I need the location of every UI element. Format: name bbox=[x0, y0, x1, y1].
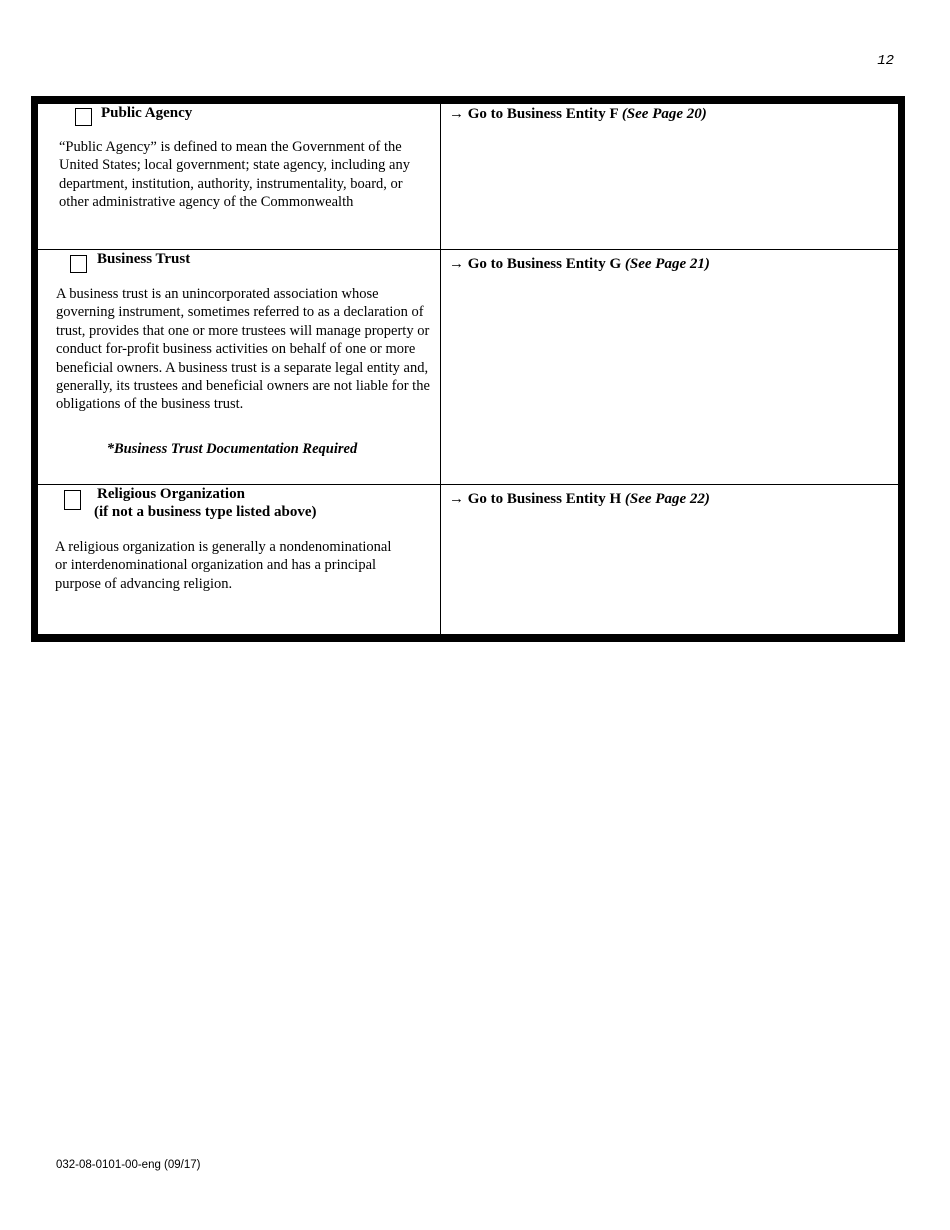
table-row-religious-organization bbox=[38, 484, 898, 635]
business-trust-description: A business trust is an unincorporated association whose governing instrument, sometimes referred to as a declaration of trust, provides that one or more trustees will manage property or conduct for-profit business activities on behalf of one or more beneficial owners. A business trust is a separate legal entity and, generally, its trustees and beneficial owners are not liable for the obligations of the business trust. bbox=[56, 286, 430, 413]
religious-organization-title: Religious Organization bbox=[97, 486, 245, 502]
page-number: 12 bbox=[877, 53, 894, 69]
goto-business-entity-h-text: → Go to Business Entity H bbox=[449, 491, 622, 507]
table-row-business-trust bbox=[38, 249, 898, 485]
table-row-public-agency bbox=[38, 104, 898, 249]
form-code-footer: 032-08-0101-00-eng (09/17) bbox=[56, 1159, 201, 1171]
public-agency-checkbox[interactable] bbox=[75, 108, 92, 126]
goto-business-entity-g-page: (See Page 21) bbox=[624, 256, 710, 272]
public-agency-description: “Public Agency” is defined to mean the Government of the United States; local government; state agency, including any department, institution, authority, instrumentality, board, or other administrative agency of the Commonwealth bbox=[59, 139, 410, 211]
business-trust-title: Business Trust bbox=[97, 251, 191, 267]
public-agency-title: Public Agency bbox=[101, 105, 193, 121]
goto-cell-public-agency bbox=[441, 104, 898, 249]
religious-organization-checkbox[interactable] bbox=[64, 490, 81, 510]
goto-business-entity-f-page: (See Page 20) bbox=[621, 106, 707, 122]
business-type-table bbox=[31, 96, 905, 642]
option-cell-religious-organization bbox=[38, 485, 440, 635]
business-trust-documentation-note: *Business Trust Documentation Required bbox=[106, 441, 358, 457]
option-cell-business-trust bbox=[38, 250, 440, 485]
goto-cell-business-trust bbox=[441, 250, 898, 485]
religious-organization-description: A religious organization is generally a nondenominational or interdenominational organization and has a principal purpose of advancing religion. bbox=[55, 539, 392, 592]
goto-business-entity-g-link[interactable] bbox=[449, 255, 710, 273]
option-cell-public-agency bbox=[38, 104, 440, 249]
goto-cell-religious-organization bbox=[441, 485, 898, 635]
goto-business-entity-f-text: → Go to Business Entity F bbox=[449, 106, 619, 122]
business-trust-checkbox[interactable] bbox=[70, 255, 87, 273]
religious-organization-subtitle: (if not a business type listed above) bbox=[94, 504, 317, 520]
goto-business-entity-h-page: (See Page 22) bbox=[624, 491, 710, 507]
goto-business-entity-h-link[interactable] bbox=[449, 490, 710, 508]
goto-business-entity-f-link[interactable] bbox=[449, 105, 707, 123]
goto-business-entity-g-text: → Go to Business Entity G bbox=[449, 256, 622, 272]
